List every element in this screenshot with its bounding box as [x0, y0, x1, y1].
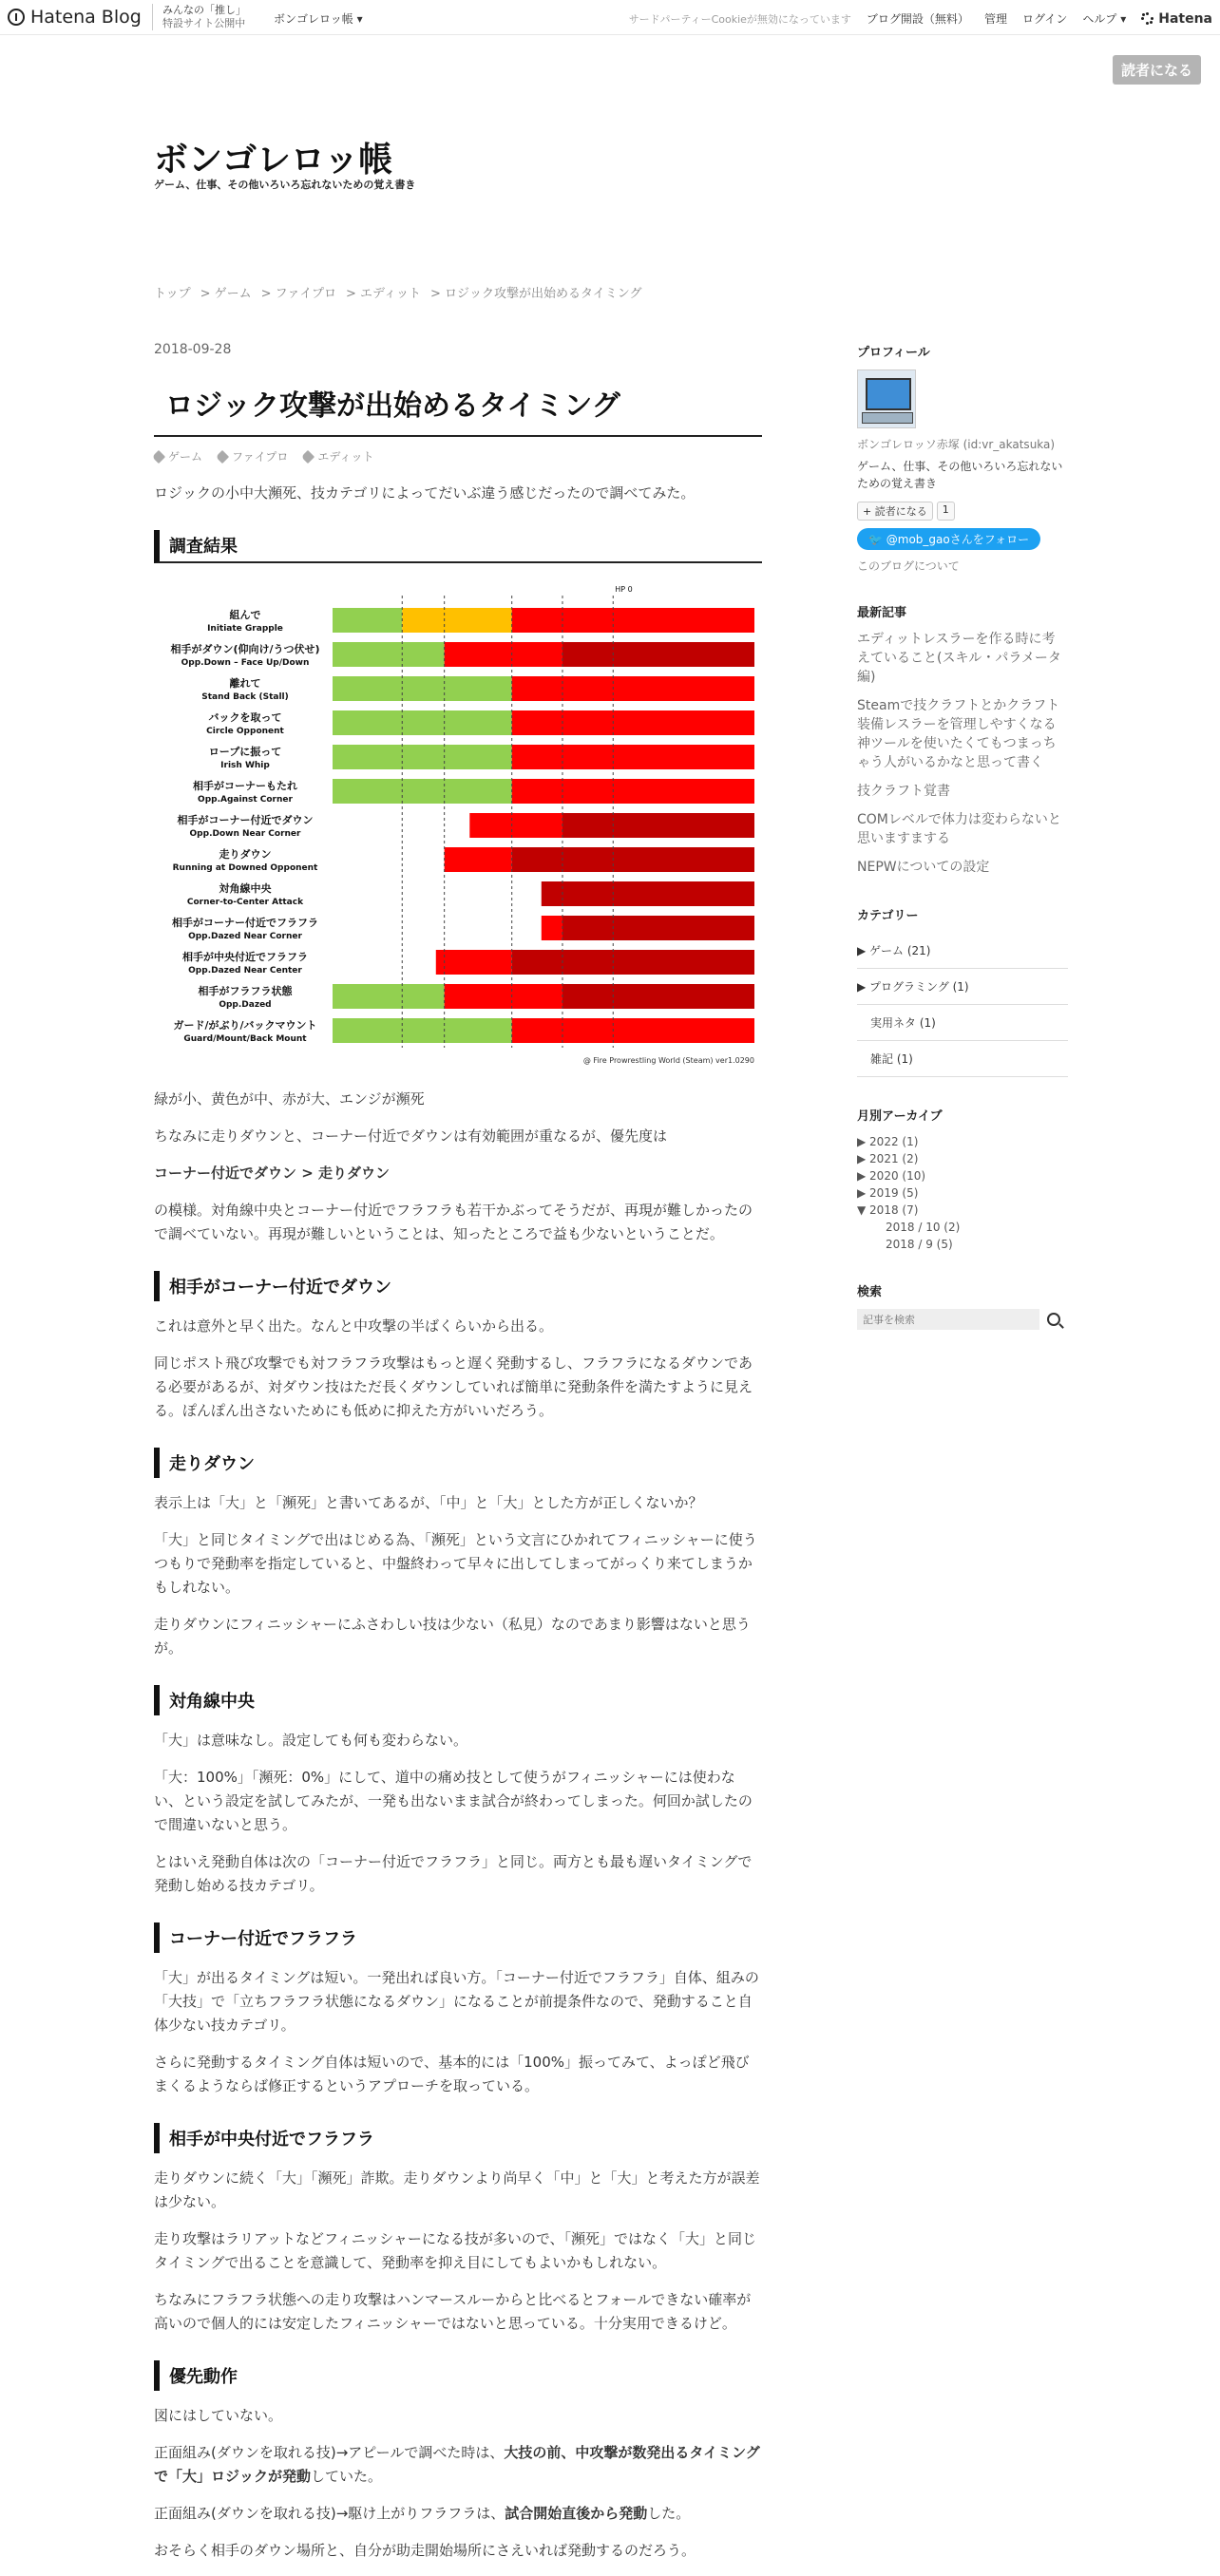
recent-entry-link[interactable]: 技クラフト覚書 — [857, 784, 950, 799]
chart-row-label-en: Initiate Grapple — [207, 624, 283, 634]
chart-row-label-en: Opp.Down – Face Up/Down — [181, 658, 310, 668]
category-label: ファイプロ — [232, 450, 289, 464]
login-link[interactable]: ログイン — [1021, 12, 1068, 26]
tag-icon — [152, 449, 165, 463]
paragraph: 走り攻撃はラリアットなどフィニッシャーになる技が多いので、「瀕死」ではなく「大」と同じタイミングで出ることを意識して、発動率を抑え目にしてもよいかもしれない。 — [154, 2230, 757, 2271]
chart-row-label-en: Opp.Dazed — [219, 1000, 272, 1010]
text-span: していた。 — [311, 2468, 383, 2485]
chart-bar-segment — [512, 1018, 754, 1043]
chart-bar-segment — [333, 779, 512, 804]
profile-name[interactable]: ボンゴレロッソ赤塚 (id:vr_akatsuka) — [857, 438, 1056, 451]
chart-bar-segment — [542, 916, 562, 940]
module-heading: 月別アーカイブ — [857, 1109, 943, 1124]
twitter-follow-label: @mob_gaoさんをフォロー — [886, 533, 1030, 546]
subscribe-button-side[interactable] — [857, 502, 933, 521]
category-item[interactable]: 雑記 (1) — [857, 1041, 1068, 1077]
chart-bar-segment — [562, 984, 754, 1009]
archive-year[interactable]: ▶ 2022 (1) — [857, 1135, 919, 1148]
recent-entry-link[interactable]: NEPWについての設定 — [857, 860, 990, 875]
chart-row-label-jp: 組んで — [229, 609, 261, 621]
paragraph: 「大」は意味なし。設定しても何も変わらない。 — [154, 1732, 468, 1749]
paragraph: おそらく相手のダウン場所と、自分が助走開始場所にさえいれば発動するのだろう。 — [154, 2542, 696, 2559]
chart-row-label-jp: 離れて — [229, 677, 261, 690]
breadcrumb-item[interactable]: > ファイプロ — [260, 287, 337, 301]
profile-description: ゲーム、仕事、その他いろいろ忘れないための覚え書き — [857, 460, 1063, 490]
archive-year[interactable]: ▶ 2020 (10) — [857, 1169, 926, 1183]
chart-bar-segment — [402, 608, 511, 633]
category-item[interactable]: ▶ ゲーム (21) — [857, 933, 1068, 969]
caret-down-icon: ▾ — [1120, 12, 1127, 26]
chart-annotation: HP 0 — [615, 585, 633, 594]
blog-menu[interactable] — [274, 10, 363, 27]
blog-description: ゲーム、仕事、その他いろいろ忘れないための覚え書き — [154, 179, 416, 191]
search-row — [857, 1309, 1068, 1330]
promo-line2: 特設サイト公開中 — [162, 17, 246, 29]
priority-text: コーナー付近でダウン > 走りダウン — [154, 1165, 391, 1182]
search-module — [857, 1281, 1068, 1330]
module-heading: プロフィール — [857, 346, 930, 360]
section-heading: 相手がコーナー付近でダウン — [154, 1271, 762, 1301]
cookie-notice[interactable]: サードパーティーCookieが無効になっています — [628, 12, 851, 26]
chart-row-label-jp: 相手がフラフラ状態 — [198, 985, 293, 997]
paragraph — [154, 2502, 762, 2526]
chart-bar-segment — [333, 745, 512, 769]
chart-bar-segment — [445, 847, 512, 872]
entry-title[interactable]: ロジック攻撃が出始めるタイミング — [154, 382, 762, 437]
entry-date[interactable]: 2018-09-28 — [154, 342, 232, 357]
chart-bar-segment — [512, 950, 754, 975]
chart-row-label-jp: 走りダウン — [219, 848, 272, 861]
chart-row-label-en: Circle Opponent — [206, 727, 284, 736]
chart-bar-segment — [333, 984, 445, 1009]
computer-base-icon — [862, 412, 913, 424]
archive-year[interactable]: ▼ 2018 (7) — [857, 1203, 919, 1217]
section-heading: 走りダウン — [154, 1448, 762, 1478]
chart-bar-segment — [333, 676, 512, 701]
archive-module — [857, 1106, 1068, 1253]
paragraph — [154, 2441, 762, 2489]
global-header — [0, 0, 1220, 35]
paragraph: これは意外と早く出た。なんと中攻撃の半ばくらいから出る。 — [154, 1317, 554, 1335]
strong-text: 大技の前、中攻撃が数発出るタイミングで「大」ロジックが発動 — [154, 2444, 760, 2485]
hatena-label: Hatena — [1158, 10, 1212, 27]
category-tag[interactable] — [303, 448, 373, 464]
category-label: エディット — [317, 450, 374, 464]
chart-bar-segment — [333, 1018, 512, 1043]
chart-row-label-en: Running at Downed Opponent — [172, 863, 318, 873]
paragraph: 走りダウンに続く「大」「瀕死」詐欺。走りダウンより尚早く「中」と「大」と考えた方が誤差は少ない。 — [154, 2169, 760, 2210]
timing-chart — [154, 577, 762, 1074]
hatena-logo-icon — [8, 9, 25, 26]
promo-banner[interactable] — [152, 4, 246, 30]
colors-legend-text: 緑が小、黄色が中、赤が大、エンジが瀕死 — [154, 1090, 425, 1108]
category-item[interactable]: ▶ プログラミング (1) — [857, 969, 1068, 1005]
chart-row-label-jp: 対角線中央 — [219, 882, 272, 895]
hatena-blog-logo[interactable] — [8, 7, 142, 28]
text-span: 正面組み(ダウンを取れる技)→駆け上がりフラフラは、 — [154, 2505, 505, 2522]
profile-module — [857, 342, 1068, 574]
breadcrumb-item[interactable]: > ロジック攻撃が出始めるタイミング — [430, 287, 642, 301]
twitter-follow-button[interactable] — [857, 528, 1040, 550]
paragraph: 「大」と同じタイミングで出はじめる為、「瀕死」という文言にひかれてフィニッシャーに使うつもりで発動率を指定していると、中盤終わって早々に出してしまってがっくり来てしまうかもしれない。 — [154, 1531, 757, 1596]
chart-bar-segment — [512, 676, 754, 701]
plus-icon: + — [863, 505, 875, 518]
intro-text: ロジックの小中大瀕死、技カテゴリによってだいぶ違う感じだったので調べてみた。 — [154, 484, 696, 502]
paragraph: 「大」が出るタイミングは短い。一発出れば良い方。「コーナー付近でフラフラ」自体、組みの「大技」で「立ちフラフラ状態になるダウン」になることが前提条件なので、発動すること自体少ない技カテゴリ。 — [154, 1969, 759, 2034]
paragraph: 走りダウンにフィニッシャーにふさわしい技は少ない（私見）なのであまり影響はないと思うが。 — [154, 1616, 751, 1657]
help-label: ヘルプ — [1082, 12, 1117, 26]
paragraph: 「大：100%」「瀕死：0%」にして、道中の痛め技として使うがフィニッシャーには使わない、という設定を試してみたが、一発も出ないまま試合が終わってしまった。何回か試したので間違いないと思う。 — [154, 1769, 753, 1833]
tag-icon — [301, 449, 315, 463]
module-heading: 最新記事 — [857, 606, 907, 620]
archive-year[interactable]: ▶ 2019 (5) — [857, 1186, 919, 1200]
chart-bar-segment — [562, 916, 754, 940]
section-heading: 対角線中央 — [154, 1685, 762, 1715]
chart-bar-segment — [469, 813, 562, 838]
section-heading: 優先動作 — [154, 2360, 762, 2391]
module-heading: 検索 — [857, 1285, 883, 1299]
search-input[interactable] — [857, 1309, 1039, 1330]
archive-year[interactable]: ▶ 2021 (2) — [857, 1152, 919, 1165]
chart-bar-segment — [445, 642, 562, 667]
chart-row-label-en: Irish Whip — [220, 761, 270, 770]
section-heading-result: 調査結果 — [154, 530, 762, 563]
chart-bar-segment — [512, 847, 754, 872]
sidebar — [857, 342, 1068, 1330]
chart-bar-segment — [333, 642, 445, 667]
hatena-menu[interactable] — [1141, 11, 1212, 27]
breadcrumb-item[interactable]: > ゲーム — [200, 287, 252, 301]
section-heading: 相手が中央付近でフラフラ — [154, 2123, 762, 2153]
chart-row-label-jp: バックを取って — [208, 711, 282, 724]
admin-link[interactable]: 管理 — [983, 12, 1007, 26]
logo-text: Hatena Blog — [30, 7, 142, 28]
chart-row-label-en: Opp.Dazed Near Center — [188, 966, 302, 975]
chart-credit: @ Fire Prowrestling World (Steam) ver1.0290 — [582, 1056, 754, 1065]
blog-menu-label: ボンゴレロッ帳 — [274, 12, 353, 26]
breadcrumb-item[interactable]: > エディット — [346, 287, 422, 301]
paragraph: 表示上は「大」と「瀕死」と書いてあるが、「中」と「大」とした方が正しくないか？ — [154, 1494, 703, 1511]
strong-text: 試合開始直後から発動 — [505, 2505, 648, 2522]
start-blog-link[interactable]: ブログ開設（無料） — [866, 12, 969, 26]
hatena-dots-icon — [1141, 12, 1154, 26]
help-menu[interactable] — [1082, 10, 1126, 27]
caret-down-icon: ▾ — [356, 12, 363, 26]
chart-bar-segment — [562, 642, 754, 667]
timing-chart-svg — [154, 577, 762, 1070]
search-icon[interactable] — [1047, 1313, 1060, 1326]
paragraph: とはいえ発動自体は次の「コーナー付近でフラフラ」と同じ。両方とも最も遅いタイミングで発動し始める技カテゴリ。 — [154, 1853, 753, 1894]
chart-bar-segment — [445, 984, 562, 1009]
computer-screen-icon — [866, 378, 911, 410]
archive-month[interactable]: 2018 / 9 (5) — [886, 1238, 953, 1251]
chart-bar-segment — [542, 881, 754, 906]
chart-row-label-en: Opp.Dazed Near Corner — [188, 932, 302, 941]
note-text: ちなみに走りダウンと、コーナー付近でダウンは有効範囲が重なるが、優先度は — [154, 1127, 668, 1145]
category-module — [857, 905, 1068, 1077]
subscribe-button-top[interactable]: 読者になる — [1113, 55, 1201, 85]
twitter-bird-icon: 🐦 — [868, 533, 886, 546]
chart-row-label-en: Stand Back (Stall) — [201, 692, 289, 702]
paragraph: さらに発動するタイミング自体は短いので、基本的には「100%」振ってみて、よっぽど飛びまくるようならば修正するというアプローチを取っている。 — [154, 2054, 750, 2094]
entry-categories — [154, 448, 762, 464]
recent-entries-module — [857, 602, 1068, 877]
header-right — [629, 10, 1212, 27]
module-heading: カテゴリー — [857, 909, 919, 923]
avatar[interactable] — [857, 369, 916, 428]
note-text: の模様。対角線中央とコーナー付近でフラフラも若干かぶってそうだが、再現が難しかったので調べていない。再現が難しいということは、知ったところで益も少ないということだ。 — [154, 1202, 753, 1242]
subscribe-label: 読者になる — [874, 505, 927, 518]
about-link[interactable]: このブログについて — [857, 559, 960, 573]
chart-row-label-jp: ガード/がぶり/バックマウント — [173, 1019, 317, 1032]
paragraph: 同じポスト飛び攻撃でも対フラフラ攻撃はもっと遅く発動するし、フラフラになるダウンである必要があるが、対ダウン技はただ長くダウンしていれば簡単に発動条件を満たすように見える。ぽんぽん出さないためにも低めに抑えた方がいいだろう。 — [154, 1354, 753, 1419]
chart-row-label-jp: ロープに振って — [208, 746, 282, 758]
recent-entry-link[interactable]: COMレベルで体力は変わらないと思いますまする — [857, 812, 1061, 846]
article — [154, 342, 762, 2576]
subscriber-count[interactable]: 1 — [937, 502, 955, 521]
text-span: した。 — [647, 2505, 691, 2522]
chart-row-label-en: Corner-to-Center Attack — [186, 898, 304, 907]
chart-row-label-jp: 相手が中央付近でフラフラ — [182, 951, 308, 963]
chart-bar-segment — [512, 710, 754, 735]
chart-bar-segment — [562, 813, 754, 838]
chart-row-label-en: Opp.Against Corner — [198, 795, 293, 805]
tag-icon — [216, 449, 229, 463]
subscribe-row — [857, 502, 1068, 521]
promo-line1: みんなの「推し」 — [162, 4, 246, 16]
paragraph: 図にはしていない。 — [154, 2407, 283, 2424]
paragraph: ちなみにフラフラ状態への走り攻撃はハンマースルーからと比べるとフォールできない確率が高いので個人的には安定したフィニッシャーではないと思っている。十分実用できるけど。 — [154, 2291, 752, 2332]
chart-bar-segment — [512, 779, 754, 804]
blog-title[interactable]: ボンゴレロッ帳 — [154, 141, 393, 180]
chart-bar-segment — [512, 745, 754, 769]
chart-bar-segment — [333, 710, 512, 735]
archive-month[interactable]: 2018 / 10 (2) — [886, 1221, 961, 1234]
category-tag[interactable] — [218, 448, 288, 464]
recent-entry-link[interactable]: Steamで技クラフトとかクラフト装備レスラーを管理しやすくなる神ツールを使いたくてもつまっちゃう人がいるかなと思って書く — [857, 698, 1060, 770]
breadcrumb-item[interactable]: トップ — [154, 287, 191, 301]
chart-row-label-en: Opp.Down Near Corner — [189, 829, 301, 839]
chart-bar-segment — [512, 608, 754, 633]
chart-bar-segment — [333, 608, 402, 633]
text-span: 正面組み(ダウンを取れる技)→アピールで調べた時は、 — [154, 2444, 505, 2461]
chart-row-label-jp: 相手がコーナー付近でフラフラ — [172, 917, 318, 929]
category-tag[interactable] — [154, 448, 202, 464]
category-item[interactable]: 実用ネタ (1) — [857, 1005, 1068, 1041]
chart-bar-segment — [436, 950, 512, 975]
chart-row-label-jp: 相手がコーナーもたれ — [193, 780, 297, 792]
chart-row-label-jp: 相手がコーナー付近でダウン — [177, 814, 314, 826]
section-heading: コーナー付近でフラフラ — [154, 1923, 762, 1953]
breadcrumb — [154, 283, 642, 301]
chart-row-label-jp: 相手がダウン(仰向け/うつ伏せ) — [170, 643, 320, 655]
recent-entry-link[interactable]: エディットレスラーを作る時に考えていること(スキル・パラメータ編) — [857, 632, 1061, 685]
chart-row-label-en: Guard/Mount/Back Mount — [183, 1034, 307, 1044]
category-label: ゲーム — [168, 450, 203, 464]
